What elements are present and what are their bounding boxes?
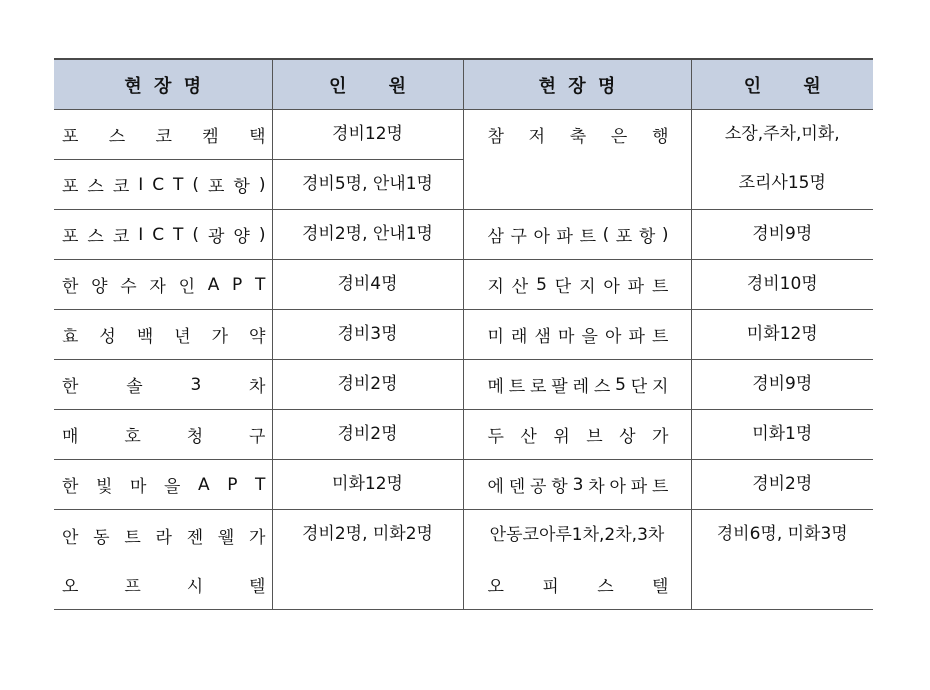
header-site-name-right: 현 장 명 bbox=[463, 59, 691, 110]
site-name-char: 호 bbox=[124, 427, 141, 447]
site-name-char: 라 bbox=[155, 527, 172, 548]
site-name-char: T bbox=[173, 174, 184, 195]
header-staff-left: 인 원 bbox=[272, 59, 463, 110]
site-name-char: 파 bbox=[628, 327, 645, 347]
site-name-char: 은 bbox=[610, 127, 628, 147]
site-name-char: 3 bbox=[572, 474, 584, 495]
site-name-char: 저 bbox=[528, 127, 546, 147]
site-name-char: 단 bbox=[554, 277, 572, 297]
site-name-char: 트 bbox=[579, 227, 596, 247]
site-name-char: 덴 bbox=[508, 477, 526, 497]
site-name-char: 구 bbox=[249, 427, 266, 447]
site-name-char: 스 bbox=[108, 127, 126, 147]
staff-cell: 미화12명 bbox=[691, 310, 873, 360]
staff-cell: 경비10명 bbox=[691, 260, 873, 310]
site-name-char: 마 bbox=[558, 327, 575, 347]
site-name-char: P bbox=[232, 274, 243, 295]
table-row bbox=[54, 310, 873, 360]
site-name-char: T bbox=[173, 224, 184, 245]
site-name-char: 을 bbox=[164, 477, 181, 497]
site-name-char: 효 bbox=[62, 327, 79, 347]
site-name-char: 포 bbox=[62, 227, 79, 247]
site-name-char: P bbox=[227, 474, 238, 495]
site-name-char: 마 bbox=[130, 477, 147, 497]
site-name-char: 구 bbox=[510, 227, 527, 247]
staff-cell: 경비4명 bbox=[272, 260, 463, 310]
site-name-cell bbox=[463, 410, 691, 460]
site-name-char: 오 bbox=[487, 576, 504, 597]
site-name-char: 스 bbox=[87, 177, 104, 197]
site-name-char: 오 bbox=[62, 576, 79, 597]
site-name-char: 샘 bbox=[534, 327, 551, 347]
site-name-char: 3 bbox=[190, 374, 202, 395]
site-name-char: 빛 bbox=[96, 477, 113, 497]
site-name-char: 차 bbox=[588, 477, 605, 497]
site-name-char: 포 bbox=[62, 127, 79, 147]
site-name-cell bbox=[54, 360, 272, 410]
staff-cell: 경비12명 bbox=[272, 110, 463, 160]
site-name-char: 참 bbox=[487, 127, 504, 147]
site-name-char: 코 bbox=[112, 227, 130, 247]
staff-cell bbox=[272, 510, 463, 610]
site-name-char: 미 bbox=[487, 327, 504, 347]
site-name-char: 트 bbox=[652, 327, 669, 347]
header-row bbox=[54, 59, 873, 110]
site-name-char: 을 bbox=[581, 327, 598, 347]
site-name-char: 솔 bbox=[126, 377, 143, 397]
site-name-char: 아 bbox=[609, 477, 626, 497]
site-name-char: 양 bbox=[233, 227, 250, 247]
site-name-char: 코 bbox=[155, 127, 172, 147]
staff-cell: 경비5명, 안내1명 bbox=[272, 160, 463, 210]
site-name-char: I bbox=[138, 174, 144, 195]
site-name-char: 레 bbox=[572, 377, 589, 397]
site-name-char: C bbox=[152, 224, 165, 245]
site-name-char: 파 bbox=[630, 477, 648, 497]
site-name-char: 파 bbox=[627, 277, 645, 297]
staff-cell bbox=[691, 110, 873, 210]
site-name-char: 항 bbox=[638, 227, 656, 247]
site-name-char: ( bbox=[602, 224, 610, 245]
site-name-char: 매 bbox=[62, 427, 79, 447]
site-name-char: 한 bbox=[62, 477, 79, 497]
site-name-char: 지 bbox=[487, 277, 504, 297]
site-name-char: 젠 bbox=[186, 527, 204, 548]
site-name-char: 파 bbox=[556, 227, 573, 247]
site-name-char: 공 bbox=[530, 477, 547, 497]
site-name-char: 양 bbox=[91, 277, 108, 297]
site-name-cell bbox=[54, 310, 272, 360]
site-name-char: 로 bbox=[530, 377, 547, 397]
site-name-char: 약 bbox=[249, 327, 266, 347]
site-name-char: 백 bbox=[136, 327, 154, 347]
site-name-char: 축 bbox=[569, 127, 587, 147]
site-name-char: A bbox=[207, 274, 220, 295]
site-name-char: 가 bbox=[211, 327, 229, 347]
staff-line: 조리사15명 bbox=[738, 173, 826, 193]
table-row bbox=[54, 260, 873, 310]
site-name-char: 에 bbox=[487, 477, 504, 497]
site-name-char: 아 bbox=[605, 327, 622, 347]
table-row bbox=[54, 210, 873, 260]
site-name-char: 삼 bbox=[487, 227, 504, 247]
table-row bbox=[54, 510, 873, 610]
site-name-cell bbox=[463, 510, 691, 610]
site-name-char: 산 bbox=[511, 277, 529, 297]
site-name-char: 아 bbox=[603, 277, 620, 297]
site-name-char: 5 bbox=[536, 274, 547, 295]
header-staff-right: 인 원 bbox=[691, 59, 873, 110]
site-name-char: 광 bbox=[208, 227, 225, 247]
site-name-char: 항 bbox=[551, 477, 568, 497]
site-name-char: 산 bbox=[520, 427, 537, 447]
staff-cell: 미화1명 bbox=[691, 410, 873, 460]
site-name-char: 포 bbox=[62, 177, 79, 197]
site-name-char: 텔 bbox=[249, 576, 266, 597]
site-name-char: 스 bbox=[593, 377, 611, 397]
site-name-cell bbox=[54, 260, 272, 310]
site-name-char: 차 bbox=[249, 377, 266, 397]
staff-line: 경비2명, 미화2명 bbox=[302, 524, 433, 544]
site-name-cell bbox=[54, 410, 272, 460]
staff-cell: 미화12명 bbox=[272, 460, 463, 510]
site-name-char: 팔 bbox=[551, 377, 568, 397]
site-staff-table bbox=[54, 58, 873, 610]
site-name-char: 피 bbox=[542, 576, 559, 597]
site-name-cell bbox=[463, 460, 691, 510]
site-name-line: 안동코아루1차,2차,3차 bbox=[489, 524, 665, 545]
site-name-char: 5 bbox=[615, 374, 626, 395]
site-name-char: 택 bbox=[249, 127, 266, 147]
site-name-char: ) bbox=[258, 224, 266, 245]
staff-cell: 경비3명 bbox=[272, 310, 463, 360]
staff-line: 경비6명, 미화3명 bbox=[716, 524, 848, 544]
site-name-char: 인 bbox=[178, 277, 195, 297]
site-name-char: 브 bbox=[586, 427, 603, 447]
table-row bbox=[54, 360, 873, 410]
site-name-char: 켐 bbox=[202, 127, 219, 147]
site-name-cell bbox=[463, 310, 691, 360]
site-name-cell bbox=[54, 160, 272, 210]
site-name-char: I bbox=[138, 224, 144, 245]
site-name-char: 메 bbox=[487, 377, 504, 397]
site-name-char: 성 bbox=[99, 327, 116, 347]
site-name-char: 트 bbox=[508, 377, 526, 397]
site-name-char: 가 bbox=[249, 527, 266, 548]
site-name-cell bbox=[54, 460, 272, 510]
site-name-char: 아 bbox=[533, 227, 550, 247]
site-name-char: 단 bbox=[630, 377, 648, 397]
site-name-char: 수 bbox=[120, 277, 137, 297]
site-name-cell bbox=[463, 110, 691, 210]
staff-cell: 경비2명 bbox=[691, 460, 873, 510]
site-name-char: 지 bbox=[579, 277, 596, 297]
site-name-char: ) bbox=[258, 174, 266, 195]
site-name-char: T bbox=[255, 474, 266, 495]
site-name-char: A bbox=[198, 474, 210, 495]
site-name-char: 한 bbox=[62, 277, 79, 297]
staff-cell: 경비9명 bbox=[691, 210, 873, 260]
site-name-char: 한 bbox=[62, 377, 79, 397]
site-name-char: 동 bbox=[93, 527, 110, 548]
site-name-cell bbox=[463, 360, 691, 410]
site-name-char: 코 bbox=[112, 177, 130, 197]
site-name-char: ( bbox=[192, 174, 200, 195]
site-name-char: 가 bbox=[652, 427, 669, 447]
site-name-char: 트 bbox=[652, 477, 669, 497]
header-site-name-left: 현 장 명 bbox=[54, 59, 272, 110]
table-row bbox=[54, 410, 873, 460]
site-name-cell bbox=[54, 210, 272, 260]
site-name-char: 상 bbox=[619, 427, 636, 447]
site-name-char: 트 bbox=[651, 277, 669, 297]
site-name-cell bbox=[54, 510, 272, 610]
table-row bbox=[54, 460, 873, 510]
site-name-char: 트 bbox=[124, 527, 141, 548]
site-name-char: 스 bbox=[87, 227, 104, 247]
staff-cell bbox=[691, 510, 873, 610]
site-name-char: 웰 bbox=[217, 527, 235, 548]
site-name-char: T bbox=[255, 274, 266, 295]
site-name-cell bbox=[463, 260, 691, 310]
site-name-char: 포 bbox=[615, 227, 633, 247]
site-name-char: 지 bbox=[652, 377, 669, 397]
staff-cell: 경비2명, 안내1명 bbox=[272, 210, 463, 260]
site-name-char: 행 bbox=[652, 127, 669, 147]
site-name-char: 시 bbox=[186, 576, 204, 597]
site-name-char: 자 bbox=[149, 277, 166, 297]
site-name-char: 년 bbox=[174, 327, 191, 347]
site-name-cell bbox=[463, 210, 691, 260]
table-row bbox=[54, 110, 873, 160]
staff-cell: 경비2명 bbox=[272, 410, 463, 460]
staff-cell: 경비9명 bbox=[691, 360, 873, 410]
staff-cell: 경비2명 bbox=[272, 360, 463, 410]
site-name-char: C bbox=[152, 174, 165, 195]
staff-line: 소장,주차,미화, bbox=[724, 124, 840, 144]
site-name-char: 청 bbox=[186, 427, 204, 447]
site-name-cell bbox=[54, 110, 272, 160]
site-name-char: ) bbox=[661, 224, 669, 245]
site-name-char: 두 bbox=[487, 427, 504, 447]
site-name-char: 래 bbox=[511, 327, 528, 347]
site-name-char: 안 bbox=[62, 527, 79, 548]
site-name-char: 포 bbox=[208, 177, 225, 197]
site-name-char: 스 bbox=[597, 576, 614, 597]
site-name-char: 위 bbox=[553, 427, 570, 447]
site-name-char: ( bbox=[192, 224, 200, 245]
site-name-char: 프 bbox=[124, 576, 141, 597]
site-name-char: 항 bbox=[233, 177, 250, 197]
site-name-char: 텔 bbox=[652, 576, 669, 597]
